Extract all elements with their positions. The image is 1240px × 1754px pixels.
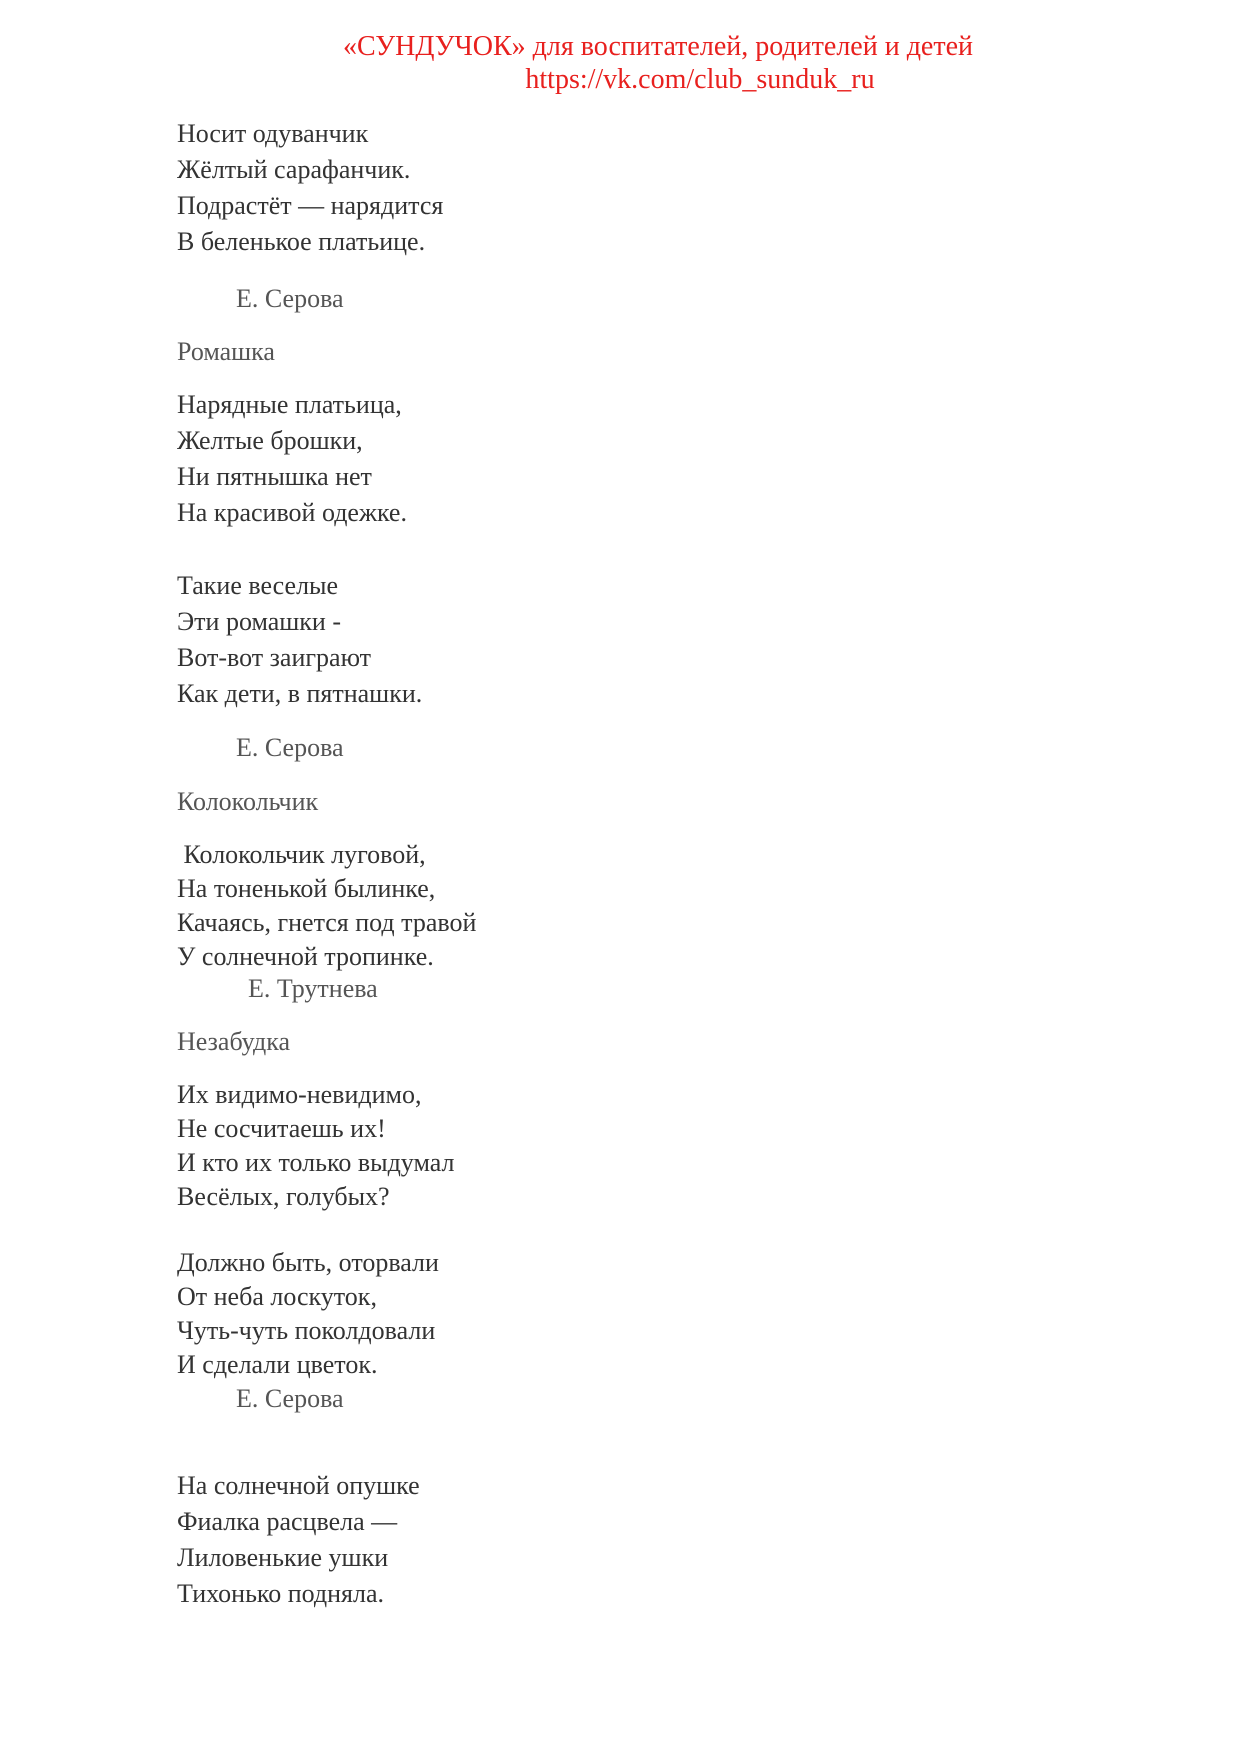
poem3-title: Колокольчик — [177, 787, 319, 816]
header-title: «СУНДУЧОК» для воспитателей, родителей и детей — [342, 31, 974, 62]
poem2-title: Ромашка — [177, 337, 275, 366]
poem2-line-3: Ни пятнышка нет — [177, 462, 372, 491]
poem4-line-6: От неба лоскуток, — [177, 1282, 377, 1311]
poem3-line-1: Колокольчик луговой, — [177, 840, 426, 869]
poem1-line-2: Жёлтый сарафанчик. — [177, 155, 411, 184]
poem4-author: Е. Серова — [236, 1384, 344, 1413]
poem4-line-2: Не сосчитаешь их! — [177, 1114, 386, 1143]
poem2-author: Е. Серова — [236, 733, 344, 762]
poem2-line-6: Эти ромашки - — [177, 607, 341, 636]
poem3-author: Е. Трутнева — [248, 974, 378, 1003]
poem2-line-5: Такие веселые — [177, 571, 339, 600]
poem4-line-7: Чуть-чуть поколдовали — [177, 1316, 436, 1345]
header-link[interactable]: https://vk.com/club_sunduk_ru — [525, 64, 875, 95]
poem2-line-1: Нарядные платьица, — [177, 390, 402, 419]
poem4-line-8: И сделали цветок. — [177, 1350, 378, 1379]
poem4-line-3: И кто их только выдумал — [177, 1148, 455, 1177]
poem4-line-5: Должно быть, оторвали — [177, 1248, 439, 1277]
poem1-line-3: Подрастёт — нарядится — [177, 191, 444, 220]
poem5-line-4: Тихонько подняла. — [177, 1579, 385, 1608]
poem2-line-7: Вот-вот заиграют — [177, 643, 372, 672]
poem5-line-2: Фиалка расцвела — — [177, 1507, 398, 1536]
poem4-line-4: Весёлых, голубых? — [177, 1182, 390, 1211]
poem3-line-3: Качаясь, гнется под травой — [177, 908, 477, 937]
poem4-line-1: Их видимо-невидимо, — [177, 1080, 422, 1109]
poem4-title: Незабудка — [177, 1027, 291, 1056]
poem5-line-3: Лиловенькие ушки — [177, 1543, 389, 1572]
poem3-line-4: У солнечной тропинке. — [177, 942, 434, 971]
poem2-line-2: Желтые брошки, — [177, 426, 363, 455]
poem1-line-1: Носит одуванчик — [177, 119, 369, 148]
poem2-line-4: На красивой одежке. — [177, 498, 407, 527]
poem2-line-8: Как дети, в пятнашки. — [177, 679, 423, 708]
poem1-line-4: В беленькое платьице. — [177, 227, 426, 256]
poem3-line-2: На тоненькой былинке, — [177, 874, 436, 903]
poem5-line-1: На солнечной опушке — [177, 1471, 420, 1500]
poem1-author: Е. Серова — [236, 284, 344, 313]
